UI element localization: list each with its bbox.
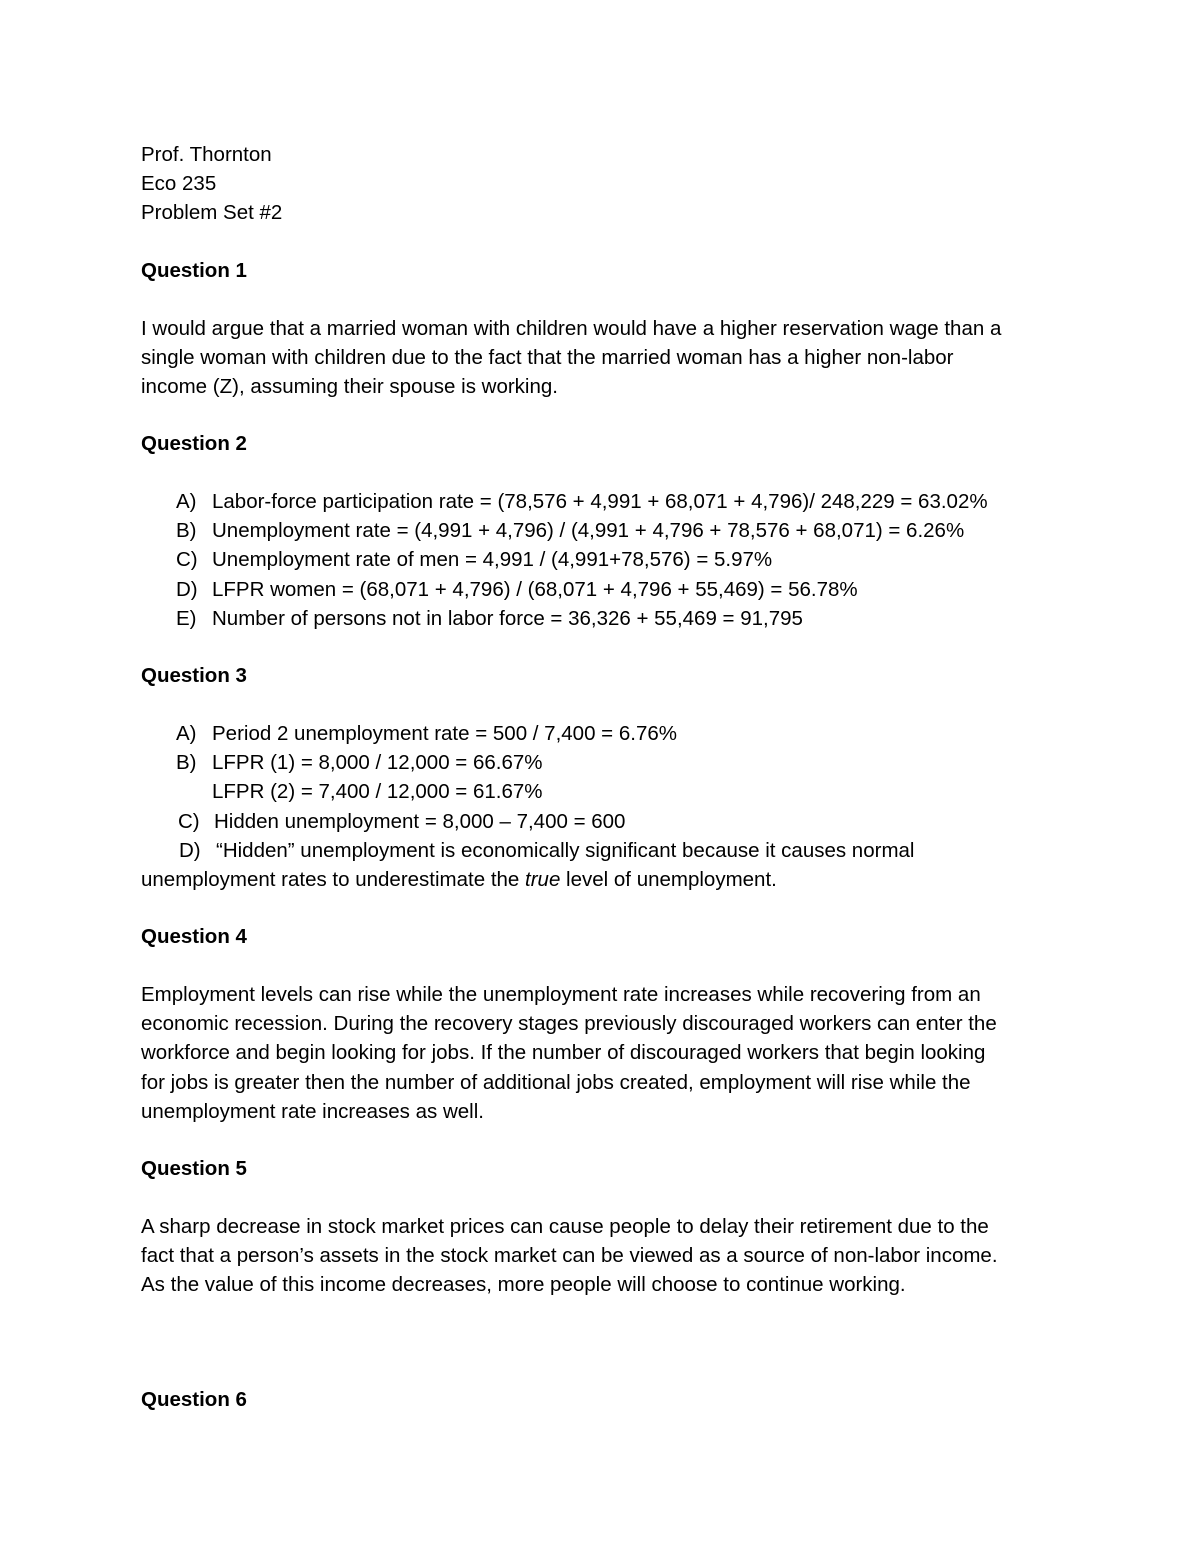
list-item-text: Hidden unemployment = 8,000 – 7,400 = 600 [214, 809, 626, 833]
list-item-text: Unemployment rate of men = 4,991 / (4,991+78,576) = 5.97% [212, 548, 773, 572]
question-1-answer-line: I would argue that a married woman with children would have a higher reservation wage than a [141, 316, 1002, 340]
question-4-answer-line: unemployment rate increases as well. [141, 1099, 484, 1123]
question-3-item-d-continued [141, 865, 1071, 894]
question-5-answer-line: fact that a person’s assets in the stock market can be viewed as a source of non-labor income. [141, 1244, 998, 1268]
list-marker: B) [176, 519, 197, 543]
list-item-text: Unemployment rate = (4,991 + 4,796) / (4,991 + 4,796 + 78,576 + 68,071) = 6.26% [212, 519, 965, 543]
question-6-heading: Question 6 [141, 1387, 247, 1411]
question-4-answer-line: Employment levels can rise while the unemployment rate increases while recovering from an [141, 983, 981, 1007]
list-marker: A) [176, 490, 197, 514]
question-2-item-e [141, 604, 1071, 633]
question-3-heading: Question 3 [141, 664, 247, 688]
course-line: Eco 235 [141, 172, 217, 196]
list-item-text: LFPR women = (68,071 + 4,796) / (68,071 + 4,796 + 55,469) = 56.78% [212, 577, 858, 601]
list-marker: C) [176, 548, 198, 572]
question-3-item-a [141, 719, 1071, 748]
author-line: Prof. Thornton [141, 143, 272, 166]
question-3-item-b [141, 748, 1071, 777]
question-4-answer-line: for jobs is greater then the number of additional jobs created, employment will rise while the [141, 1070, 971, 1094]
list-marker: D) [179, 838, 201, 862]
list-marker: C) [178, 809, 200, 833]
list-marker: D) [176, 577, 198, 601]
assignment-line: Problem Set #2 [141, 201, 283, 225]
question-2-heading: Question 2 [141, 432, 247, 456]
list-marker: A) [176, 721, 197, 745]
list-marker: E) [176, 606, 197, 630]
question-5-answer-line: A sharp decrease in stock market prices can cause people to delay their retirement due to the [141, 1214, 989, 1238]
list-item-text: Labor-force participation rate = (78,576 + 4,991 + 68,071 + 4,796)/ 248,229 = 63.02% [212, 490, 988, 514]
list-item-text: Number of persons not in labor force = 36,326 + 55,469 = 91,795 [212, 606, 803, 630]
question-2-item-b [141, 516, 1071, 545]
question-2-item-a [141, 487, 1071, 516]
question-1-answer-line: income (Z), assuming their spouse is working. [141, 374, 558, 398]
question-5-answer-line: As the value of this income decreases, more people will choose to continue working. [141, 1273, 906, 1297]
question-4-answer-line: workforce and begin looking for jobs. If the number of discouraged workers that begin looking [141, 1041, 986, 1065]
list-item-text: Period 2 unemployment rate = 500 / 7,400 = 6.76% [212, 721, 677, 745]
text-run: unemployment rates to underestimate the [141, 867, 526, 891]
list-item-text: LFPR (1) = 8,000 / 12,000 = 66.67% [212, 751, 543, 775]
question-2-item-c [141, 545, 1071, 574]
question-3-item-c [141, 807, 1071, 836]
question-1-answer-line: single woman with children due to the fact that the married woman has a higher non-labor [141, 345, 954, 369]
italic-emphasis: true [525, 867, 561, 891]
question-4-heading: Question 4 [141, 925, 247, 949]
document-page [141, 140, 1071, 1414]
question-2-item-d [141, 575, 1071, 604]
question-4-answer-line: economic recession. During the recovery stages previously discouraged workers can enter the [141, 1012, 997, 1036]
question-1-heading: Question 1 [141, 258, 247, 282]
question-3-item-d [141, 836, 1071, 865]
text-run: level of unemployment. [560, 867, 777, 891]
question-5-heading: Question 5 [141, 1157, 247, 1181]
list-item-text: “Hidden” unemployment is economically significant because it causes normal [216, 838, 915, 862]
question-3-item-b-continued: LFPR (2) = 7,400 / 12,000 = 61.67% [212, 780, 543, 804]
list-marker: B) [176, 751, 197, 775]
